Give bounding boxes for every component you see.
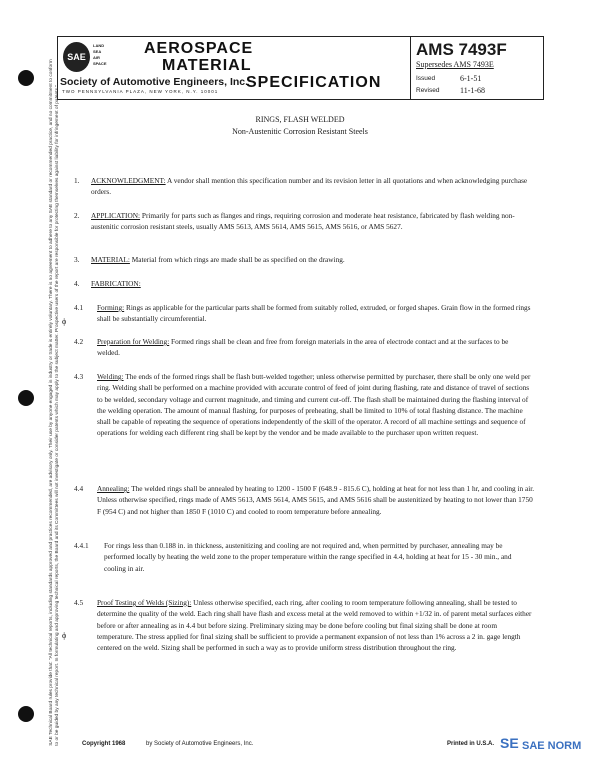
logo-tag: SEA <box>93 49 102 54</box>
section-heading: MATERIAL: <box>91 255 130 264</box>
section-3-material <box>91 254 531 265</box>
footer-publisher: by Society of Automotive Engineers, Inc. <box>146 741 254 747</box>
society-address: TWO PENNSYLVANIA PLAZA, NEW YORK, N.Y. 10001 <box>62 89 219 94</box>
section-heading: Welding: <box>97 372 124 381</box>
title-aerospace: AEROSPACE <box>144 40 254 57</box>
title-specification: SPECIFICATION <box>246 74 382 91</box>
revised-label: Revised <box>416 87 440 94</box>
section-4-3-welding <box>97 371 532 439</box>
section-text: Rings as applicable for the particular parts shall be formed from suitably rolled, extruded, or forged shapes. Grain flow in the formed rings shall be substantially circumferential. <box>97 303 531 324</box>
section-4-5-proof-testing <box>97 597 532 653</box>
society-name: Society of Automotive Engineers, Inc. <box>60 76 249 88</box>
document-header <box>57 36 544 100</box>
section-number: 4.4.1 <box>74 541 89 550</box>
issued-date: 6-1-51 <box>460 74 482 83</box>
section-number: 2. <box>74 211 80 220</box>
section-4-1-forming <box>97 302 532 325</box>
section-text: Primarily for parts such as flanges and rings, requiring corrosion and moderate heat resistance, fabricated by flash welding non-austenitic corrosion resistant steels, usually AMS 5613, AMS 5614, AMS 5615, AMS 5616, or AMS 5627. <box>91 211 515 232</box>
section-number: 4. <box>74 279 80 288</box>
footer-copyright: Copyright 1968 <box>82 741 126 747</box>
section-number: 4.1 <box>74 303 84 312</box>
section-4-4-1-thin-rings <box>104 540 532 574</box>
logo-tag: LAND <box>93 43 105 48</box>
logo-tag: AIR <box>93 55 100 60</box>
watermark-logo: SE <box>500 735 519 751</box>
section-number: 4.3 <box>74 372 84 381</box>
issued-label: Issued <box>416 75 436 82</box>
section-text: For rings less than 0.188 in. in thickness, austenitizing and cooling are not required and, when permitted by purchaser, annealing may be performed locally by heating the weld zone to the proper temperature within the range specified in 4.4, holding at heat for 15 - 30 min., and cooling in air. <box>104 541 512 573</box>
punch-hole-bottom <box>18 706 34 722</box>
section-number: 1. <box>74 176 80 185</box>
footer-printed: Printed in U.S.A. <box>447 741 495 747</box>
supersedes-note: Supersedes AMS 7493E <box>416 60 494 69</box>
section-number: 4.5 <box>74 598 84 607</box>
section-4-fabrication <box>91 278 531 289</box>
section-number: 4.4 <box>74 484 84 493</box>
section-heading: FABRICATION: <box>91 279 141 288</box>
punch-hole-top <box>18 70 34 86</box>
section-text: The ends of the formed rings shall be flash butt-welded together; unless otherwise permitted by purchaser, there shall be only one weld per ring. Welding shall be performed on a machine provided with accurate control of feed of joint during flashing, rate and distance of travel of sections to be welded, secondary voltage and current magnitude, and timing and current cut-off. The flash shall be maintained during the flashing interval of the welding operation. The amount of manual flashing, for purposes of preheating, shall be limited to 10% of total flashing distance. The machine shall be capable of repeating the sequence of operations independently of the skill of the operator. A record of all machine settings and sequence of operations for welding each different ring shall be kept by the vendor and be made available to the purchaser upon written request. <box>97 372 531 438</box>
sae-logo <box>63 42 90 72</box>
section-1-acknowledgment <box>91 175 531 198</box>
logo-tag: SPACE <box>93 61 107 66</box>
revised-date: 11-1-68 <box>460 86 486 95</box>
section-number: 4.2 <box>74 337 84 346</box>
section-number: 3. <box>74 255 80 264</box>
section-4-2-preparation <box>97 336 532 359</box>
section-4-4-annealing <box>97 483 537 517</box>
section-heading: Forming: <box>97 303 125 312</box>
title-material: MATERIAL <box>162 57 252 74</box>
section-heading: Annealing: <box>97 484 130 493</box>
section-heading: Proof Testing of Welds (Sizing): <box>97 598 192 607</box>
revision-mark-4-5: ϕ <box>62 631 67 640</box>
section-heading: APPLICATION: <box>91 211 141 220</box>
subject-title: RINGS, FLASH WELDED <box>255 115 345 124</box>
section-2-application <box>91 210 531 233</box>
watermark-text: SAE NORM <box>522 740 582 752</box>
section-heading: Preparation for Welding: <box>97 337 170 346</box>
sae-disclaimer-note: SAE Technical Board rules provide that: "All technical reports, including standards approved and practices recommended, are advisory only. Their use by anyone engaged in industry or trade is entirely voluntary. There is no agreement to adhere to any SAE standard or recommended practice, and no commitment to conform to or be guided by any technical report. In formulating and approving technical reports, the Board and its Committees will not investigate or consider patents which may apply to the subject matter. Prospective users of the report are responsible for protecting themselves against liability for infringement of patents." <box>49 59 60 746</box>
revision-mark-4-1: ϕ <box>62 317 67 326</box>
section-text: Material from which rings are made shall be as specified on the drawing. <box>129 255 345 264</box>
logo-tags <box>93 43 106 67</box>
sae-logo-text: SAE <box>67 52 86 62</box>
section-heading: ACKNOWLEDGMENT: <box>91 176 166 185</box>
ams-number: AMS 7493F <box>416 40 507 59</box>
section-text: Unless otherwise specified, each ring, after cooling to room temperature following annealing, shall be tested to determine the quality of the weld. Each ring shall have flash and excess metal at the weld removed to within +1/32 in. of parent metal surfaces either before or after annealing as in 4.4 but before sizing. Preliminary sizing may be done before cooling but final sizing shall be done at room temperature. The stress applied for final sizing shall be sufficient to provide a permanent expansion of not less than 1% across a 2 in. gage length centered on the weld. Sizing shall be performed in such a way as to provide uniform stress distribution throughout the ring. <box>97 598 532 653</box>
section-text: Formed rings shall be clean and free from foreign materials in the area of electrode contact and at the surfaces to be welded. <box>97 337 509 358</box>
section-text: A vendor shall mention this specification number and its revision letter in all quotations and when acknowledging purchase orders. <box>91 176 528 197</box>
punch-hole-middle <box>18 390 34 406</box>
section-text: The welded rings shall be annealed by heating to 1200 - 1500 F (648.9 - 815.6 C), holding at heat for not less than 1 hr, and cooling in air. Unless otherwise specified, rings made of AMS 5613, AMS 5614, AMS 5615, and AMS 5616 shall be austenitized by heating to not lower than 1750 F (954 C) and not higher than 1850 F (1010 C) and cooled to room temperature before annealing. <box>97 484 535 516</box>
spec-info-box <box>410 37 544 99</box>
subject-subtitle: Non-Austenitic Corrosion Resistant Steels <box>232 127 368 136</box>
